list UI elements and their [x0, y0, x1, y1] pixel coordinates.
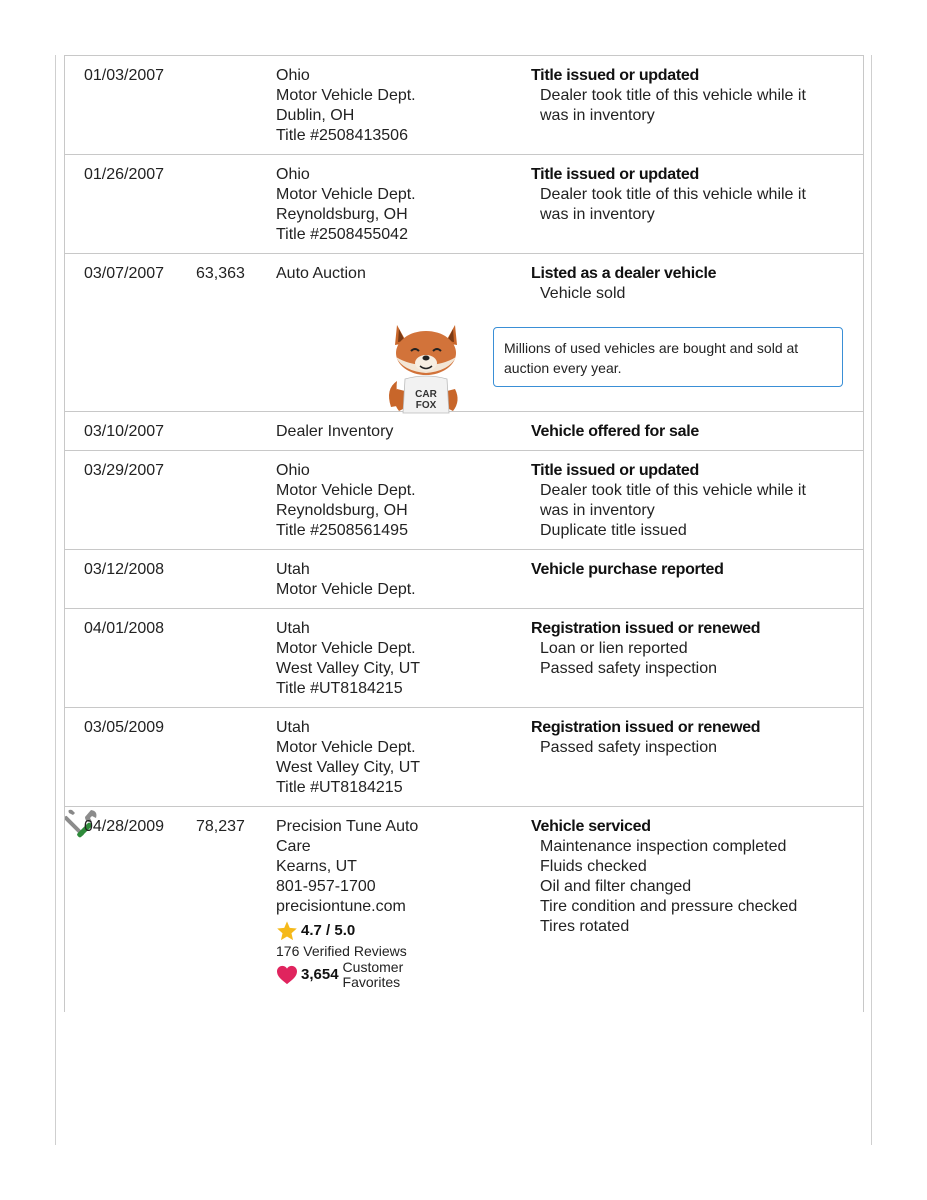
record-source — [276, 619, 466, 699]
record-details — [531, 165, 861, 225]
history-row — [65, 708, 863, 807]
record-source — [276, 66, 466, 146]
source-line: Ohio — [276, 166, 310, 183]
event-title: Title issued or updated — [531, 67, 699, 84]
favorites-label-line: Favorites — [342, 974, 401, 990]
rating-value: 4.7 / 5.0 — [301, 922, 356, 939]
record-source — [276, 165, 466, 245]
history-table — [64, 55, 864, 1012]
review-count: 176 Verified Reviews — [276, 943, 407, 959]
record-date: 03/29/2007 — [84, 462, 165, 479]
record-source — [276, 560, 466, 600]
rating — [276, 920, 466, 942]
source-line: Care — [276, 838, 311, 855]
event-title: Title issued or updated — [531, 166, 699, 183]
record-source — [276, 718, 466, 798]
source-line: Motor Vehicle Dept. — [276, 87, 416, 104]
source-line: Ohio — [276, 67, 310, 84]
record-date: 01/26/2007 — [84, 166, 165, 183]
history-row — [65, 550, 863, 609]
source-line: Ohio — [276, 462, 310, 479]
record-date: 04/28/2009 — [84, 818, 165, 835]
record-date: 04/01/2008 — [84, 620, 165, 637]
source-line: Title #2508455042 — [276, 226, 408, 243]
source-line: Reynoldsburg, OH — [276, 502, 408, 519]
source-line: Reynoldsburg, OH — [276, 206, 408, 223]
event-title: Vehicle offered for sale — [531, 423, 699, 440]
history-row — [65, 807, 863, 1012]
source-line: Motor Vehicle Dept. — [276, 186, 416, 203]
history-row — [65, 56, 863, 155]
event-detail: Passed safety inspection — [540, 739, 717, 756]
source-line: Precision Tune Auto — [276, 818, 419, 835]
mascot-shirt-text: FOX — [415, 400, 437, 411]
page-border-left — [55, 55, 56, 1145]
event-detail: Passed safety inspection — [540, 660, 717, 677]
star-icon — [276, 920, 298, 942]
favorites-count: 3,654 — [301, 966, 339, 983]
source-line: Utah — [276, 719, 310, 736]
event-detail: Tires rotated — [540, 918, 630, 935]
mascot-shirt-text: CAR — [415, 389, 437, 400]
source-line: Motor Vehicle Dept. — [276, 640, 416, 657]
record-date: 03/10/2007 — [84, 423, 165, 440]
record-details — [531, 817, 861, 937]
history-row — [65, 155, 863, 254]
event-title: Title issued or updated — [531, 462, 699, 479]
event-detail: Loan or lien reported — [540, 640, 688, 657]
carfox-mascot-icon — [383, 319, 469, 415]
event-detail: Dealer took title of this vehicle while it — [540, 482, 806, 499]
event-detail: was in inventory — [540, 107, 655, 124]
event-title: Vehicle purchase reported — [531, 561, 724, 578]
record-date: 03/05/2009 — [84, 719, 165, 736]
source-line: Auto Auction — [276, 265, 366, 282]
record-details — [531, 560, 861, 580]
event-detail: Dealer took title of this vehicle while it — [540, 87, 806, 104]
source-line: Dublin, OH — [276, 107, 355, 124]
history-row — [65, 412, 863, 451]
record-source — [276, 264, 466, 284]
source-line: Utah — [276, 620, 310, 637]
customer-favorites — [276, 960, 466, 990]
record-details — [531, 422, 861, 442]
source-line: 801-957-1700 — [276, 878, 376, 895]
page-border-right — [871, 55, 872, 1145]
source-line: Motor Vehicle Dept. — [276, 739, 416, 756]
source-line: Kearns, UT — [276, 858, 357, 875]
record-source — [276, 422, 466, 442]
heart-icon — [276, 965, 298, 985]
record-source — [276, 461, 466, 541]
record-date: 03/12/2008 — [84, 561, 165, 578]
favorites-label — [343, 960, 404, 990]
record-date: 03/07/2007 — [84, 265, 165, 282]
record-details — [531, 619, 861, 679]
auction-info-callout: Millions of used vehicles are bought and sold at auction every year. — [493, 327, 843, 387]
source-line: Title #UT8184215 — [276, 680, 403, 697]
event-detail: Duplicate title issued — [540, 522, 687, 539]
event-title: Listed as a dealer vehicle — [531, 265, 717, 282]
event-detail: Fluids checked — [540, 858, 647, 875]
record-mileage: 78,237 — [196, 818, 245, 835]
history-row — [65, 451, 863, 550]
event-title: Registration issued or renewed — [531, 719, 761, 736]
source-line: West Valley City, UT — [276, 660, 421, 677]
event-detail: was in inventory — [540, 206, 655, 223]
history-row — [65, 609, 863, 708]
source-line: Title #2508561495 — [276, 522, 408, 539]
source-line: Utah — [276, 561, 310, 578]
source-line: Title #UT8184215 — [276, 779, 403, 796]
event-detail: was in inventory — [540, 502, 655, 519]
event-detail: Dealer took title of this vehicle while it — [540, 186, 806, 203]
record-details — [531, 718, 861, 758]
event-detail: Oil and filter changed — [540, 878, 692, 895]
record-details — [531, 461, 861, 541]
record-source — [276, 817, 466, 990]
source-line: Dealer Inventory — [276, 423, 394, 440]
favorites-label-line: Customer — [342, 959, 404, 975]
record-date: 01/03/2007 — [84, 67, 165, 84]
event-title: Vehicle serviced — [531, 818, 651, 835]
source-line: West Valley City, UT — [276, 759, 421, 776]
event-detail: Tire condition and pressure checked — [540, 898, 798, 915]
source-line: Motor Vehicle Dept. — [276, 581, 416, 598]
history-row — [65, 254, 863, 412]
event-title: Registration issued or renewed — [531, 620, 761, 637]
record-details — [531, 264, 861, 304]
event-detail: Maintenance inspection completed — [540, 838, 787, 855]
source-line: Title #2508413506 — [276, 127, 408, 144]
source-line: Motor Vehicle Dept. — [276, 482, 416, 499]
record-details — [531, 66, 861, 126]
event-detail: Vehicle sold — [540, 285, 626, 302]
source-website-link[interactable]: precisiontune.com — [276, 898, 406, 915]
record-mileage: 63,363 — [196, 265, 245, 282]
